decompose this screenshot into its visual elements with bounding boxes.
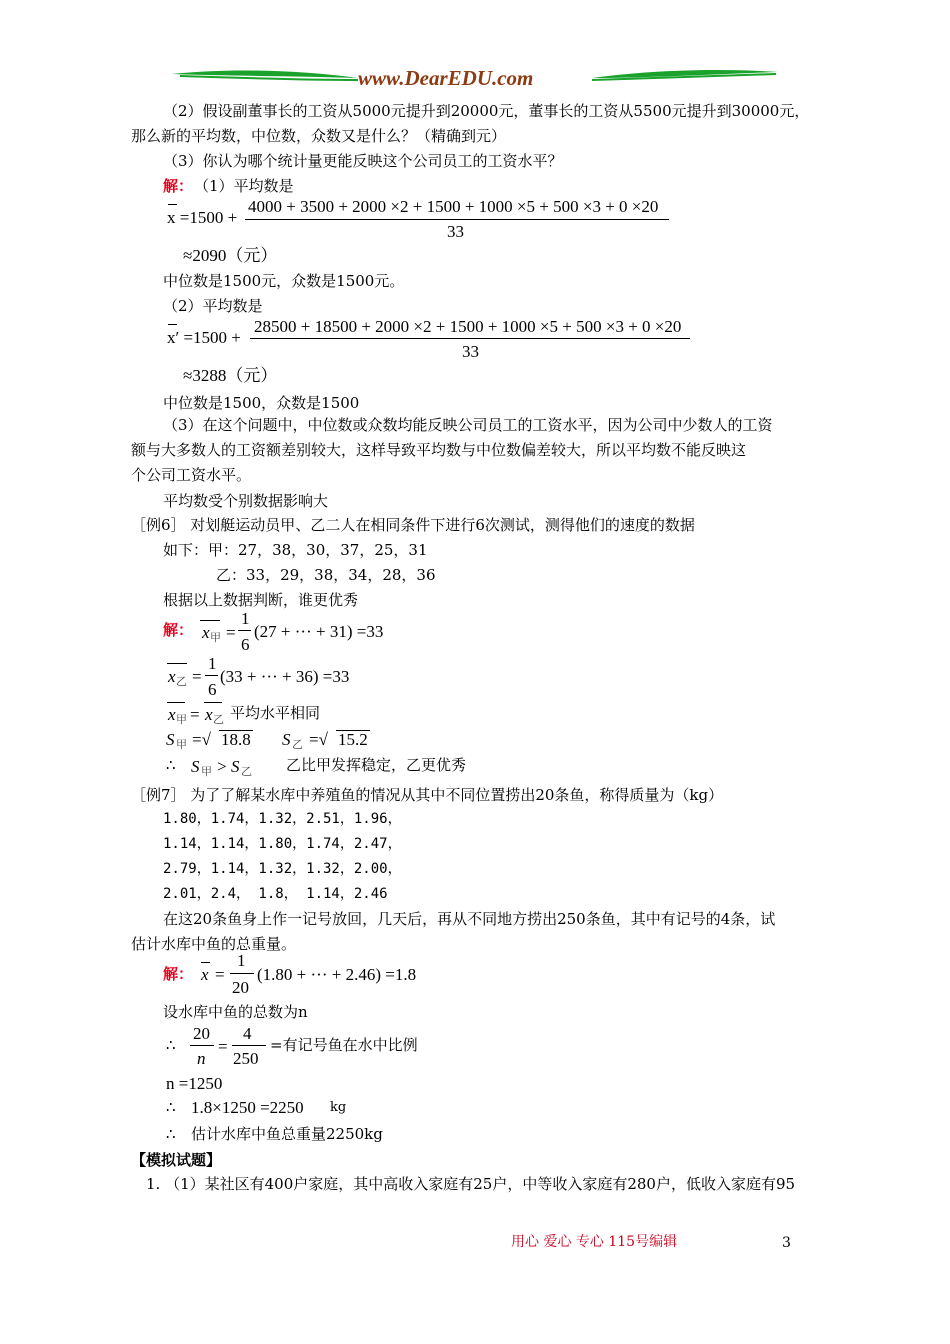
ex7-data-row3: 2.79，1.14，1.32，1.32，2.00， — [163, 861, 402, 877]
ex7-eq: = — [215, 965, 225, 984]
q2-line2: 那么新的平均数，中位数，众数又是什么？（精确到元） — [131, 127, 507, 145]
ex6-c-gt: > — [217, 757, 227, 776]
ex6-line2: 如下：甲：27，38，30，37，25，31 — [163, 541, 428, 559]
p3-line1: （3）在这个问题中，中位数或众数均能反映公司员工的工资水平，因为公司中少数人的工资 — [163, 416, 773, 434]
ex7-r-bar1 — [190, 1045, 214, 1046]
sim-q1: 1. （1）某社区有400户家庭，其中高收入家庭有25户，中等收入家庭有280户，低收入家庭有95 — [146, 1175, 796, 1193]
q3-line: （3）你认为哪个统计量更能反映这个公司员工的工资水平？ — [163, 152, 563, 170]
p3-line4: 平均数受个别数据影响大 — [163, 492, 329, 510]
ex6-jia-eq: = — [226, 623, 236, 642]
ex7-r-d2: 250 — [233, 1049, 259, 1068]
ex6-jia-x: x — [202, 623, 210, 642]
ex6-c-s1: S — [191, 757, 200, 776]
formula1-fraction-bar — [245, 219, 669, 220]
ex6-eq-sign: = — [190, 705, 200, 724]
ex6-same-level: 平均水平相同 — [230, 704, 321, 722]
ex7-solution-label: 解： — [163, 965, 194, 983]
ex7-line3: 估计水库中鱼的总重量。 — [131, 935, 297, 953]
ex6-s-yi-sub: 乙 — [292, 738, 303, 751]
site-logo-text: www.DearEDU.com — [358, 66, 534, 90]
ex6-s-yi-eq: =√ — [309, 730, 328, 749]
ex7-r-bar2 — [232, 1045, 266, 1046]
p3-line3: 个公司工资水平。 — [131, 466, 252, 484]
ex7-f-rest: (1.80 + ··· + 2.46) =1.8 — [257, 965, 417, 984]
ex7-set-n: 设水库中鱼的总数为n — [163, 1003, 308, 1021]
header-swoosh-right — [590, 64, 780, 90]
ex6-eq-x1: x — [168, 705, 176, 724]
ex7-e-text: 估计水库中鱼总重量2250kg — [191, 1125, 383, 1143]
ex6-eq-bar1 — [167, 702, 185, 703]
formula1-numerator: 4000 + 3500 + 2000 ×2 + 1500 + 1000 ×5 + 500 ×3 + 0 ×20 — [248, 197, 659, 216]
ex6-line4: 根据以上数据判断，谁更优秀 — [163, 591, 359, 609]
ex6-yi-x: x — [168, 667, 176, 686]
ex6-solution-label: 解： — [163, 621, 194, 639]
ex6-s-yi-val: 15.2 — [338, 730, 368, 749]
formula1-xbar — [168, 204, 177, 205]
header-swoosh-left — [170, 64, 360, 90]
solution-label: 解： — [163, 177, 194, 195]
formula2-numerator: 28500 + 18500 + 2000 ×2 + 1500 + 1000 ×5 + 500 ×3 + 0 ×20 — [254, 317, 682, 336]
ex6-yi-sub: 乙 — [176, 675, 187, 688]
page-number: 3 — [782, 1235, 791, 1251]
ex7-xbar — [201, 962, 210, 963]
ex6-s-jia-eq: =√ — [192, 730, 211, 749]
sol2-text: （2）平均数是 — [163, 297, 263, 315]
ex6-line3: 乙：33，29，38，34，28，36 — [216, 566, 436, 584]
ex7-r-d1: n — [197, 1049, 206, 1068]
ex7-e-therefore: ∴ — [166, 1125, 176, 1143]
ex6-f1-rest: (27 + ··· + 31) =33 — [254, 622, 384, 641]
ex7-f-num: 1 — [237, 951, 246, 970]
ex6-f1-num: 1 — [241, 609, 250, 628]
formula2-approx: ≈3288（元） — [183, 366, 278, 385]
ex7-w-calc: 1.8×1250 =2250 — [191, 1098, 304, 1117]
formula1-lhs: x =1500 + — [167, 208, 238, 227]
ex6-jia-sub: 甲 — [210, 631, 221, 644]
ex7-line2: 在这20条鱼身上作一记号放回，几天后，再从不同地方捞出250条鱼，其中有记号的4条，试 — [163, 910, 776, 928]
ex6-line1: ［例6］ 对划艇运动员甲、乙二人在相同条件下进行6次测试，测得他们的速度的数据 — [131, 516, 695, 534]
ex6-f2-num: 1 — [208, 654, 217, 673]
ex7-r-n2: 4 — [243, 1024, 252, 1043]
ex6-jia-bar — [200, 620, 220, 621]
ex7-ratio-therefore: ∴ — [166, 1036, 176, 1054]
p3-line2: 额与大多数人的工资额差别较大，这样导致平均数与中位数偏差较大，所以平均数不能反映这 — [131, 441, 747, 459]
ex6-f2-den: 6 — [208, 680, 217, 699]
footer-text: 用心 爱心 专心 115号编辑 — [511, 1234, 678, 1250]
header-banner — [170, 64, 780, 90]
median-line-1: 中位数是1500元，众数是1500元。 — [163, 272, 405, 290]
ex6-yi-bar — [167, 663, 187, 664]
ex7-data-row1: 1.80，1.74，1.32，2.51，1.96， — [163, 811, 402, 827]
ex6-f1-bar — [238, 630, 251, 631]
ex7-w-unit: kg — [330, 1100, 347, 1115]
ex7-r-rest: =有记号鱼在水中比例 — [270, 1036, 418, 1054]
formula2-lhs: x′ =1500 + — [167, 328, 241, 347]
ex6-eq-sub2: 乙 — [213, 713, 224, 726]
ex6-c-sub1: 甲 — [201, 765, 212, 778]
ex7-f-bar — [230, 973, 254, 974]
ex7-r-eq: = — [218, 1037, 228, 1056]
median-line-2: 中位数是1500，众数是1500 — [163, 394, 360, 412]
ex7-line1: ［例7］ 为了了解某水库中养殖鱼的情况从其中不同位置捞出20条鱼，称得质量为（kg） — [131, 786, 724, 804]
ex7-x: x — [201, 965, 209, 984]
ex6-therefore: ∴ — [166, 756, 176, 774]
ex6-eq-x2: x — [205, 705, 213, 724]
ex6-s-jia: S — [166, 730, 175, 749]
formula1-approx: ≈2090（元） — [183, 246, 278, 265]
formula2-xbar — [168, 324, 177, 325]
formula2-fraction-bar — [250, 338, 690, 339]
ex6-s-jia-val: 18.8 — [221, 730, 251, 749]
ex7-w-therefore: ∴ — [166, 1098, 176, 1116]
ex6-conclusion-text: 乙比甲发挥稳定，乙更优秀 — [286, 756, 467, 774]
sim-section-title: 【模拟试题】 — [131, 1151, 222, 1169]
ex7-data-row2: 1.14，1.14，1.80，1.74，2.47， — [163, 836, 402, 852]
ex6-c-s2: S — [231, 757, 240, 776]
formula2-denominator: 33 — [462, 342, 479, 361]
ex7-f-den: 20 — [232, 978, 249, 997]
sol1-text: （1）平均数是 — [194, 177, 294, 195]
ex6-s-jia-sub: 甲 — [176, 738, 187, 751]
ex6-s-yi: S — [282, 730, 291, 749]
ex6-f2-bar — [205, 675, 218, 676]
ex6-eq-bar2 — [204, 702, 222, 703]
ex6-f2-rest: (33 + ··· + 36) =33 — [220, 667, 350, 686]
ex7-data-row4: 2.01，2.4， 1.8， 1.14，2.46 — [163, 886, 388, 902]
ex6-c-sub2: 乙 — [241, 765, 252, 778]
ex6-yi-eq: = — [192, 667, 202, 686]
q2-line1: （2）假设副董事长的工资从5000元提升到20000元，董事长的工资从5500元提升到30000元， — [163, 102, 810, 120]
ex7-r-n1: 20 — [193, 1024, 210, 1043]
ex6-f1-den: 6 — [241, 635, 250, 654]
formula1-denominator: 33 — [447, 222, 464, 241]
ex6-eq-sub1: 甲 — [176, 713, 187, 726]
ex7-n-value: n =1250 — [166, 1074, 223, 1093]
